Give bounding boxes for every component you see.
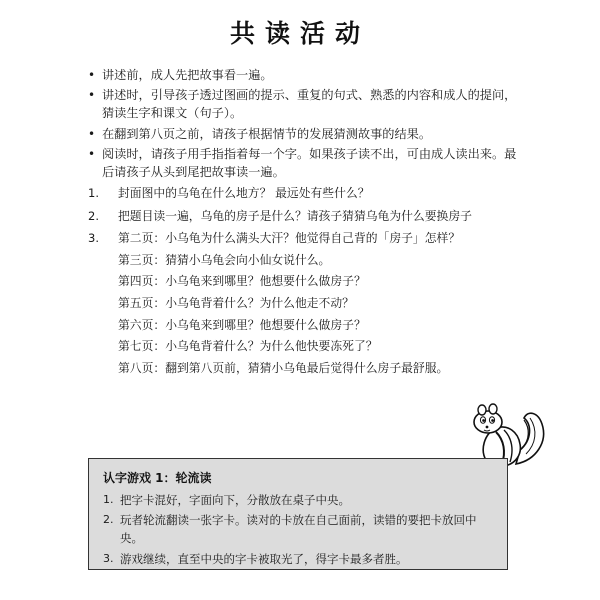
question-number: 1. xyxy=(88,186,99,200)
instruction-item: • 在翻到第八页之前，请孩子根据情节的发展猜测故事的结果。 xyxy=(88,125,518,143)
instruction-list xyxy=(88,66,518,183)
step-text: 游戏继续，直至中央的字卡被取光了，得字卡最多者胜。 xyxy=(120,551,408,566)
question-number: 2. xyxy=(88,208,99,223)
game-step xyxy=(103,491,493,509)
page-question: 第三页：猜猜小乌龟会向小仙女说什么。 xyxy=(118,252,331,267)
word-game-box xyxy=(88,458,508,570)
page-question: 第七页：小乌龟背着什么？为什么他快要冻死了？ xyxy=(118,339,378,354)
instruction-item: • 讲述时，引导孩子透过图画的提示、重复的句式、熟悉的内容和成人的提问，猜读生字和课文（句子）。 xyxy=(88,86,518,122)
step-number: 1. xyxy=(103,493,114,506)
page-question: 第六页：小乌龟来到哪里？他想要什么做房子？ xyxy=(118,317,366,332)
question-item xyxy=(88,229,528,378)
step-number: 3. xyxy=(103,551,114,565)
page-question: 第四页：小乌龟来到哪里？他想要什么做房子？ xyxy=(118,274,366,289)
question-item xyxy=(88,184,528,204)
step-text: 把字卡混好，字面向下，分散放在桌子中央。 xyxy=(120,493,350,507)
step-number: 2. xyxy=(103,513,114,527)
question-item xyxy=(88,207,528,227)
page-question-list xyxy=(118,251,528,379)
question-text: 第二页：小乌龟为什么满头大汗？他觉得自己背的「房子」怎样？ xyxy=(118,231,461,245)
game-step xyxy=(103,550,493,568)
question-number: 3. xyxy=(88,231,99,245)
page-title: 共读活动 xyxy=(229,19,370,48)
instruction-item: • 讲述前，成人先把故事看一遍。 xyxy=(88,66,518,84)
question-text: 封面图中的乌龟在什么地方？ 最远处有些什么？ xyxy=(118,186,370,200)
game-title: 认字游戏 1：轮流读 xyxy=(103,471,212,485)
step-text: 玩者轮流翻读一张字卡。读对的卡放在自己面前，读错的要把卡放回中央。 xyxy=(120,513,477,546)
question-list xyxy=(88,184,528,381)
game-step-list xyxy=(103,491,493,570)
question-text: 把题目读一遍，乌龟的房子是什么？请孩子猜猜乌龟为什么要换房子 xyxy=(118,208,472,223)
page-question: 第五页：小乌龟背着什么？为什么他走不动？ xyxy=(118,295,354,310)
page-question: 第八页：翻到第八页前，猜猜小乌龟最后觉得什么房子最舒服。 xyxy=(118,360,449,375)
game-step xyxy=(103,511,493,547)
instruction-item: • 阅读时，请孩子用手指指着每一个字。如果孩子读不出，可由成人读出来。最后请孩子从头到尾把故事读一遍。 xyxy=(88,145,518,181)
